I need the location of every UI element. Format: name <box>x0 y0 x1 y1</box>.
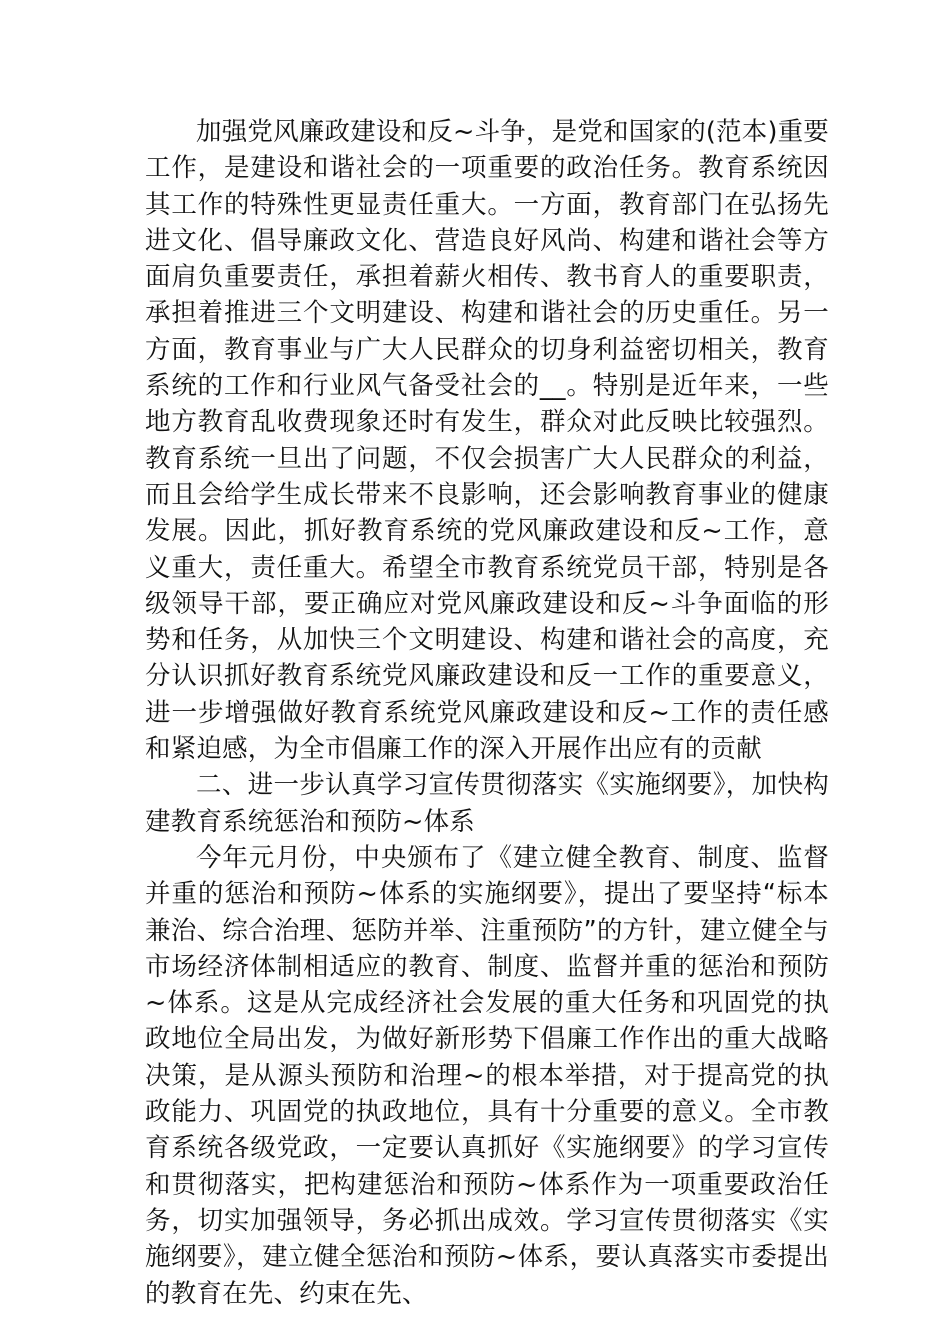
section-heading-two: 二、进一步认真学习宣传贯彻落实《实施纲要》，加快构建教育系统惩治和预防~体系 <box>145 770 829 837</box>
document-page <box>145 114 829 1312</box>
paragraph-importance: 加强党风廉政建设和反~斗争，是党和国家的(范本)重要工作，是建设和谐社会的一项重要的政治任务。教育系统因其工作的特殊性更显责任重大。一方面，教育部门在弘扬先进文化、倡导廉政文化、营造良好风尚、构建和谐社会等方面肩负重要责任，承担着薪火相传、教书育人的重要职责，承担着推进三个文明建设、构建和谐社会的历史重任。另一方面，教育事业与广大人民群众的切身利益密切相关，教育系统的工作和行业风气备受社会的__。特别是近年来，一些地方教育乱收费现象还时有发生，群众对此反映比较强烈。教育系统一旦出了问题，不仅会损害广大人民群众的利益，而且会给学生成长带来不良影响，还会影响教育事业的健康发展。因此，抓好教育系统的党风廉政建设和反~工作，意义重大，责任重大。希望全市教育系统党员干部，特别是各级领导干部，要正确应对党风廉政建设和反~斗争面临的形势和任务，从加快三个文明建设、构建和谐社会的高度，充分认识抓好教育系统党风廉政建设和反一工作的重要意义，进一步增强做好教育系统党风廉政建设和反~工作的责任感和紧迫感，为全市倡廉工作的深入开展作出应有的贡献 <box>145 117 829 765</box>
paragraph-implementation-outline: 今年元月份，中央颁布了《建立健全教育、制度、监督并重的惩治和预防~体系的实施纲要》，提出了要坚持“标本兼治、综合治理、惩防并举、注重预防”的方针，建立健全与市场经济体制相适应的教育、制度、监督并重的惩治和预防~体系。这是从完成经济社会发展的重大任务和巩固党的执政地位全局出发，为做好新形势下倡廉工作作出的重大战略决策，是从源头预防和治理~的根本举措，对于提高党的执政能力、巩固党的执政地位，具有十分重要的意义。全市教育系统各级党政，一定要认真抓好《实施纲要》的学习宣传和贯彻落实，把构建惩治和预防~体系作为一项重要政治任务，切实加强领导，务必抓出成效。学习宣传贯彻落实《实施纲要》，建立健全惩治和预防~体系，要认真落实市委提出的教育在先、约束在先、 <box>145 842 829 1309</box>
